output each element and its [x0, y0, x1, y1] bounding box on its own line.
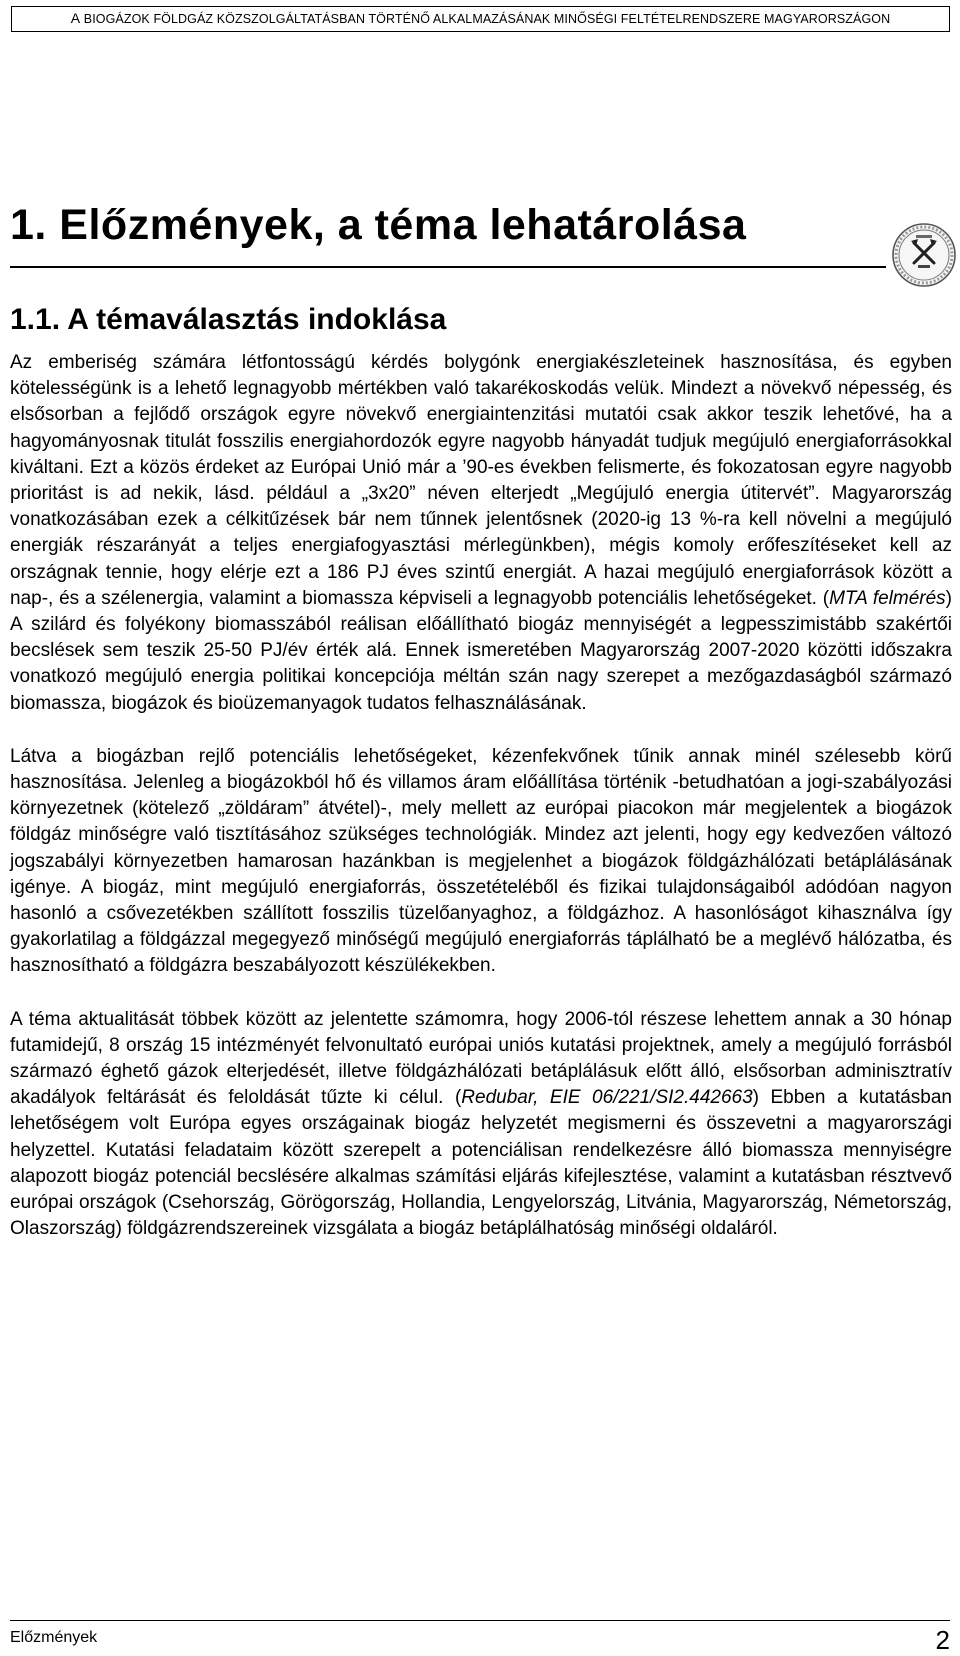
section-title: 1.1. A témaválasztás indoklása	[10, 303, 447, 336]
page-number: 2	[935, 1625, 950, 1655]
paragraph-2	[10, 744, 952, 980]
paragraph-1-text-cont: ) A szilárd és folyékony biomasszából reálisan előállítható biogáz mennyiségét a legpesszimistább szakértői becslések sem teszik 25-50 PJ/év érték alá. Ennek ismeretében Magyarország 2007-2020 közötti időszakra vonatkozó megújuló energia politikai koncepciója méltán szán nagy szerepet a mezőgazdaságból származó biomassza, biogázok és bioüzemanyagok tudatos felhasználásának.	[10, 587, 952, 714]
chapter-title: 1. Előzmények, a téma lehatárolása	[10, 201, 747, 249]
body-text	[10, 350, 952, 1243]
paragraph-3	[10, 1007, 952, 1243]
running-header-title: BIOGÁZOK FÖLDGÁZ KÖZSZOLGÁLTATÁSBAN TÖRTÉNŐ ALKALMAZÁSÁNAK MINŐSÉGI FELTÉTELRENDSZERE MAGYARORSZÁGON	[80, 12, 891, 26]
university-seal-icon	[890, 221, 958, 289]
page-footer	[10, 1620, 950, 1655]
chapter-title-rule	[10, 266, 886, 268]
paragraph-1-text: Az emberiség számára létfontosságú kérdés bolygónk energiakészleteinek hasznosítása, és egyben kötelességünk is a lehető legnagyobb mértékben való takarékoskodás velük. Mindezt a növekvő népesség, és elsősorban a fejlődő országok egyre növekvő energiaintenzitási mutatói csak akkor teszik lehetővé, ha a hagyományosnak titulát fosszilis energiahordozók egyre nagyobb hányadát tudjuk megújuló energiaforrásokkal kiváltani. Ezt a közös érdeket az Európai Unió már a ’90-es években felismerte, és fokozatosan egyre nagyobb prioritást is ad nekik, lásd. például a „3x20” néven elterjedt „Megújuló energia útitervét”. Magyarország vonatkozásában ezek a célkitűzések bár nem tűnnek jelentősnek (2020-ig 13 %-ra kell növelni a megújuló energiák részarányát a teljes energiafogyasztási mérlegünkben), mégis komoly erőfeszítéseket kell az országnak tennie, hogy elérje ezt a 186 PJ éves szintű energiát. A hazai megújuló energiaforrások között a nap-, és a szélenergia, valamint a biomassza képviseli a legnagyobb potenciális lehetőségeket. (	[10, 352, 952, 609]
running-header	[11, 6, 950, 32]
footer-chapter-label: Előzmények	[10, 1629, 98, 1646]
paragraph-2-text: Látva a biogázban rejlő potenciális lehetőségeket, kézenfekvőnek tűnik annak minél szélesebb körű hasznosítása. Jelenleg a biogázokból hő és villamos áram előállítása történik -betudhatóan a jogi-szabályozási környezetnek (kötelező „zöldáram” átvétel)-, mely mellett az európai piacokon már megjelentek a biogázok földgáz minőségre való tisztításához szükséges technológiák. Mindez azt jelenti, hogy egy kedvezően változó jogszabályi környezetben hamarosan hazánkban is megjelenhet a biogázok földgázhálózati betáplálásának igénye. A biogáz, mint megújuló energiaforrás, összetételéből és fizikai tulajdonságaiból adódóan nagyon hasonló a csővezetékben szállított fosszilis tüzelőanyaghoz, a földgázhoz. A hasonlóságot kihasználva így gyakorlatilag a földgázzal megegyező minőségű megújuló energiaforrás táplálható be a meglévő hálózatba, és hasznosítható a földgázra beszabályozott készülékekben.	[10, 745, 952, 977]
paragraph-1-citation: MTA felmérés	[829, 587, 946, 609]
paragraph-3-text-cont: ) Ebben a kutatásban lehetőségem volt Európa egyes országainak biogáz helyzetét megismerni és összevetni a magyarországi helyzettel. Kutatási feladataim között szerepelt a potenciálisan rendelkezésre álló biomassza mennyiségre alapozott biogáz potenciál becslésére alkalmas számítási eljárás kifejlesztése, valamint a kutatásban résztvevő európai országok (Csehország, Görögország, Hollandia, Lengyelország, Litvánia, Magyarország, Németország, Olaszország) földgázrendszereinek vizsgálata a biogáz betáplálhatóság minőségi oldaláról.	[10, 1087, 952, 1240]
paragraph-1	[10, 350, 952, 717]
paragraph-3-citation: Redubar, EIE 06/221/SI2.442663	[461, 1087, 753, 1109]
running-header-initial: A	[70, 10, 81, 26]
paragraph-3-text: A téma aktualitását többek között az jelentette számomra, hogy 2006-tól részese lehettem annak a 30 hónap futamidejű, 8 ország 15 intézményét felvonultató európai uniós kutatási projektnek, amely a megújuló forrásból származó éghető gázok elterjedését, illetve földgázhálózati betáplálásuk előtt álló, elsősorban adminisztratív akadályok feltárását és feloldását tűzte ki célul. (	[10, 1008, 952, 1109]
